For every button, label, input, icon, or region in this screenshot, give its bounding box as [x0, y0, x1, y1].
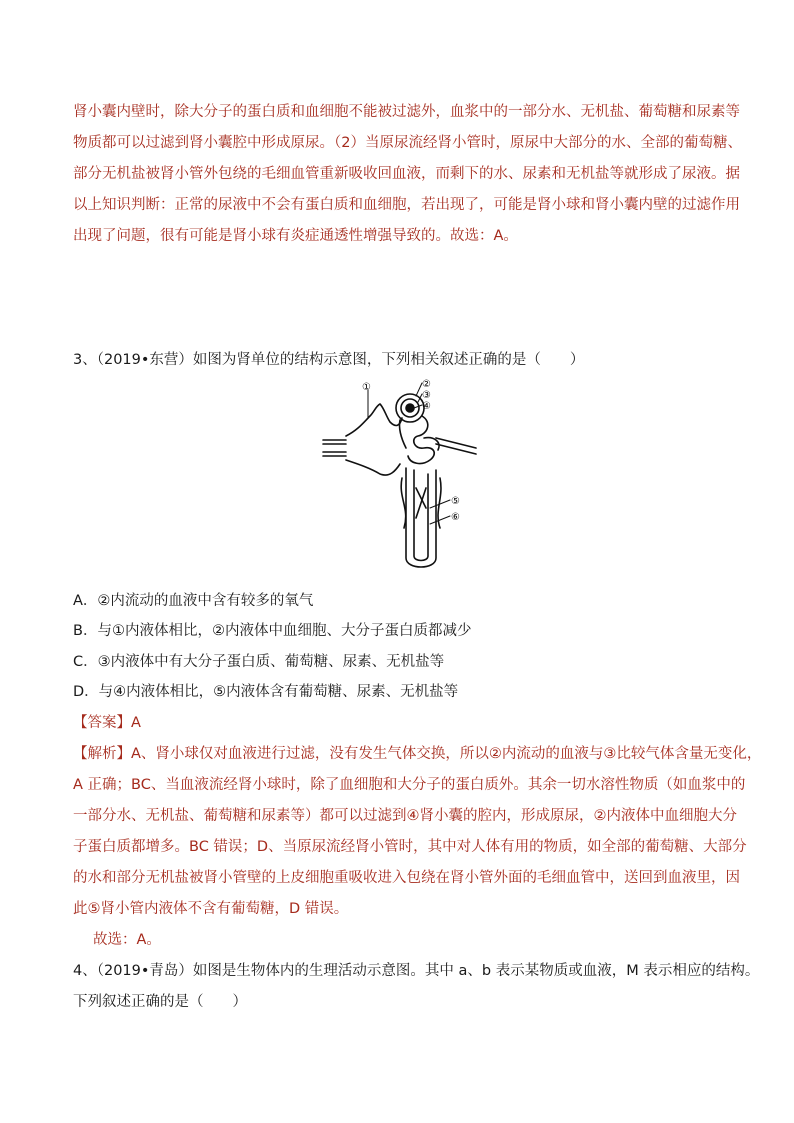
figure-label-2: ② — [422, 379, 431, 390]
explanation-line-5: 出现了问题，很有可能是肾小球有炎症通透性增强导致的。故选：A。 — [73, 228, 518, 244]
nephron-diagram-svg — [318, 378, 478, 578]
question3-answer — [73, 713, 141, 733]
answer-label: 【答案】 — [73, 715, 131, 731]
figure-label-3: ③ — [422, 390, 431, 401]
analysis-line-4: 子蛋白质都增多。BC 错误；D、当原尿流经肾小管时，其中对人体有用的物质，如全部的葡萄糖、大部分 — [73, 839, 747, 855]
explanation-line-1: 肾小囊内壁时，除大分子的蛋白质和血细胞不能被过滤外，血浆中的一部分水、无机盐、葡萄糖和尿素等 — [73, 104, 740, 120]
figure-label-6: ⑥ — [451, 512, 460, 523]
nephron-diagram — [318, 378, 478, 578]
question3-stem: 3、（2019•东营）如图为肾单位的结构示意图，下列相关叙述正确的是（ ） — [73, 352, 585, 368]
analysis-label: 【解析】 — [73, 746, 131, 762]
analysis-line-3: 一部分水、无机盐、葡萄糖和尿素等）都可以过滤到④肾小囊的腔内，形成原尿，②内液体中血细胞大分 — [73, 808, 737, 824]
figure-label-1: ① — [362, 382, 371, 393]
analysis-line-5: 的水和部分无机盐被肾小管壁的上皮细胞重吸收进入包绕在肾小管外面的毛细血管中，送回到血液里，因 — [73, 870, 740, 886]
analysis-conclusion: 故选：A。 — [93, 932, 161, 948]
figure-label-4: ④ — [422, 401, 431, 412]
question4-line-1: 4、（2019•青岛）如图是生物体内的生理活动示意图。其中 a、b 表示某物质或血液，M 表示相应的结构。 — [73, 963, 760, 979]
question3-option-d: D．与④内液体相比，⑤内液体含有葡萄糖、尿素、无机盐等 — [73, 684, 459, 700]
explanation-line-3: 部分无机盐被肾小管外包绕的毛细血管重新吸收回血液，而剩下的水、尿素和无机盐等就形成了尿液。据 — [73, 166, 740, 182]
figure-label-5: ⑤ — [451, 496, 460, 507]
analysis-line-6: 此⑤肾小管内液体不含有葡萄糖，D 错误。 — [73, 901, 349, 917]
question4-line-2: 下列叙述正确的是（ ） — [73, 994, 247, 1010]
explanation-line-2: 物质都可以过滤到肾小囊腔中形成原尿。（2）当原尿流经肾小管时，原尿中大部分的水、全部的葡萄糖、 — [73, 135, 742, 151]
answer-value: A — [131, 715, 141, 731]
question3-option-c: C．③内液体中有大分子蛋白质、葡萄糖、尿素、无机盐等 — [73, 654, 445, 670]
question3-option-b: B．与①内液体相比，②内液体中血细胞、大分子蛋白质都减少 — [73, 623, 472, 639]
analysis-line-1 — [73, 744, 761, 764]
question3-option-a: A．②内流动的血液中含有较多的氧气 — [73, 593, 314, 609]
analysis-text-1: A、肾小球仅对血液进行过滤，没有发生气体交换，所以②内流动的血液与③比较气体含量无变化， — [131, 746, 762, 762]
analysis-line-2: A 正确；BC、当血液流经肾小球时，除了血细胞和大分子的蛋白质外。其余一切水溶性物质（如血浆中的 — [73, 777, 746, 793]
explanation-line-4: 以上知识判断：正常的尿液中不会有蛋白质和血细胞，若出现了，可能是肾小球和肾小囊内壁的过滤作用 — [73, 197, 740, 213]
